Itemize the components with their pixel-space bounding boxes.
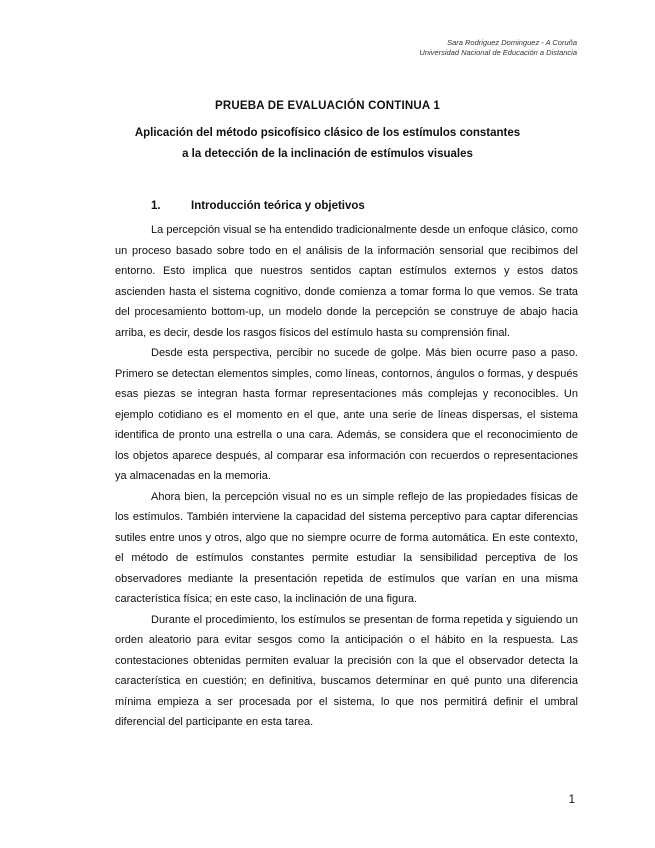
paragraph-2: Desde esta perspectiva, percibir no sucede de golpe. Más bien ocurre paso a paso. Primero se detectan elementos simples, como líneas, contornos, ángulos o formas, y después esas piezas se integran hasta formar representaciones más complejas y reconocibles. Un ejemplo cotidiano es el momento en el que, ante una serie de líneas dispersas, el sistema identifica de pronto una estrella o una cara. Además, se considera que el reconocimiento de los objetos aparece después, al comparar esa información con recuerdos o representaciones ya almacenadas en la memoria.	[115, 347, 578, 482]
author-line: Sara Rodriguez Dominguez - A Coruña	[447, 38, 577, 47]
section-number: 1.	[151, 200, 161, 212]
subtitle-line-2: a la detección de la inclinación de estímulos visuales	[182, 148, 473, 160]
section-heading	[151, 200, 365, 212]
institution-line: Universidad Nacional de Educación a Distancia	[419, 48, 577, 57]
paragraph-1: La percepción visual se ha entendido tradicionalmente desde un enfoque clásico, como un proceso basado sobre todo en el análisis de la información sensorial que recibimos del entorno. Esto implica que nuestros sentidos captan estímulos externos y estos datos ascienden hasta el sistema cognitivo, donde comienza a tomar forma lo que vemos. Se trata del procesamiento bottom-up, un modelo donde la percepción se construye de abajo hacia arriba, es decir, desde los rasgos físicos del estímulo hasta su comprensión final.	[115, 224, 578, 339]
document-subtitle	[0, 123, 655, 165]
subtitle-line-1: Aplicación del método psicofísico clásico de los estímulos constantes	[134, 127, 521, 139]
body-text	[115, 220, 578, 733]
document-title: PRUEBA DE EVALUACIÓN CONTINUA 1	[215, 100, 440, 112]
page-header	[419, 38, 577, 58]
page-number: 1	[568, 794, 575, 806]
paragraph-3: Ahora bien, la percepción visual no es un simple reflejo de las propiedades físicas de los estímulos. También interviene la capacidad del sistema perceptivo para captar diferencias sutiles entre unos y otros, algo que no siempre ocurre de forma automática. En este contexto, el método de estímulos constantes permite estudiar la sensibilidad perceptiva de los observadores mediante la presentación repetida de estímulos que varían en una misma característica física; en este caso, la inclinación de una figura.	[115, 490, 578, 605]
paragraph-4: Durante el procedimiento, los estímulos se presentan de forma repetida y siguiendo un orden aleatorio para evitar sesgos como la anticipación o el hábito en la respuesta. Las contestaciones obtenidas permiten evaluar la precisión con la que el observador detecta la característica en cuestión; en definitiva, buscamos determinar en qué punto una diferencia mínima empieza a ser procesada por el sistema, lo que nos permitirá definir el umbral diferencial del participante en esta tarea.	[115, 613, 578, 728]
section-title: Introducción teórica y objetivos	[191, 200, 365, 212]
